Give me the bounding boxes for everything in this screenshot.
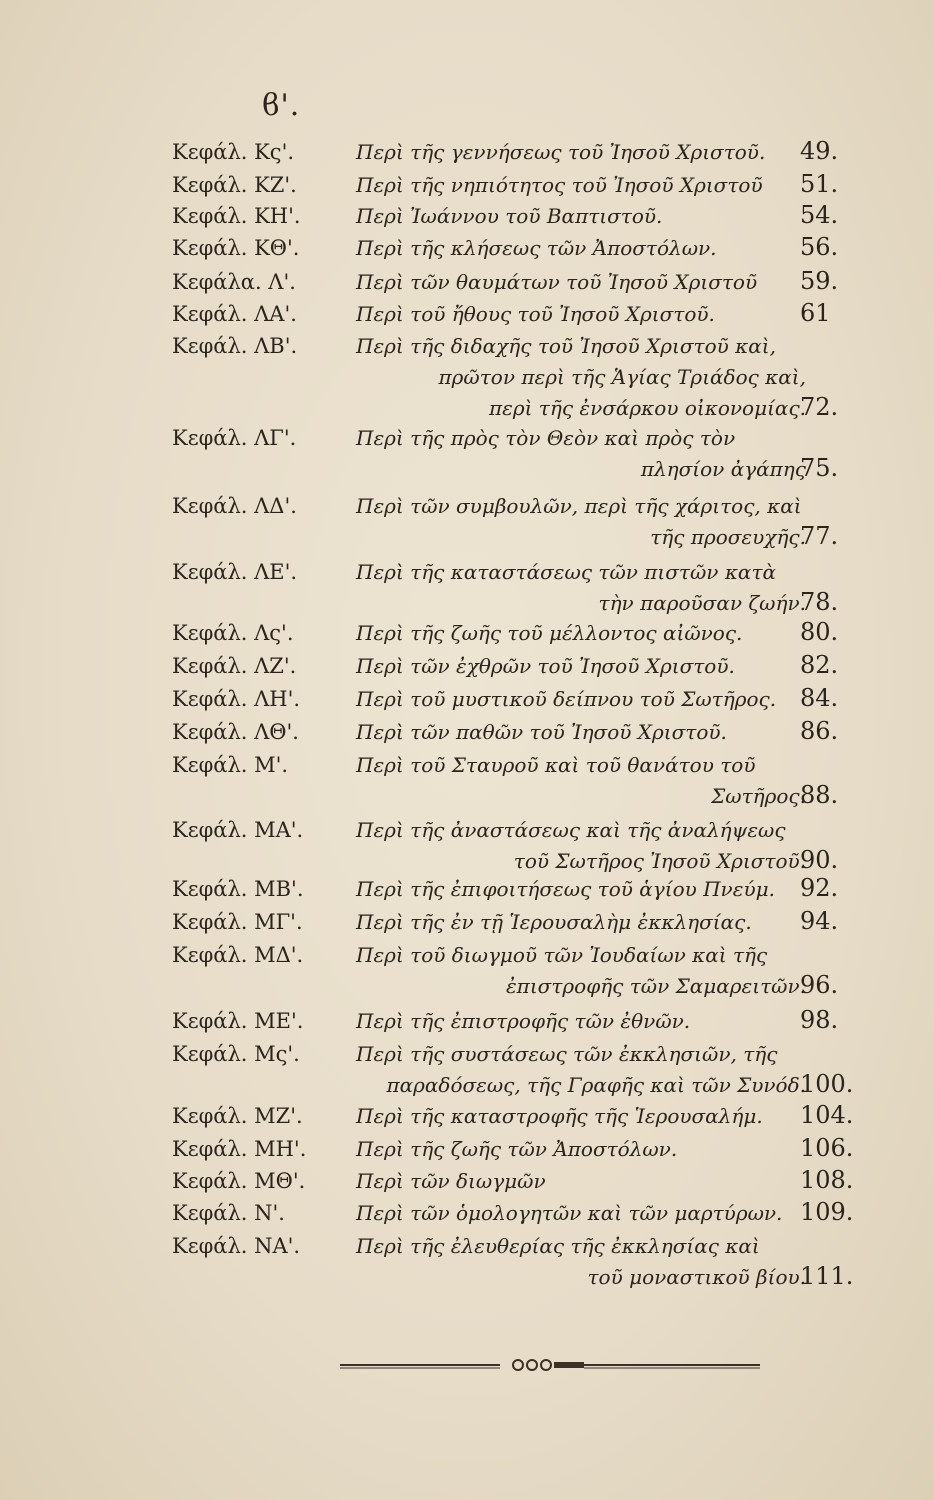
- chapter-label: Κεφάλ. ΝΑ'.: [172, 1234, 301, 1258]
- chapter-label: Κεφάλ. ΜΑ'.: [172, 818, 304, 842]
- chapter-title-line: Περὶ τοῦ Σταυροῦ καὶ τοῦ θανάτου τοῦ: [356, 753, 756, 777]
- chapter-title-line: Περὶ Ἰωάννου τοῦ Βαπτιστοῦ.: [356, 204, 663, 228]
- page-ref: 49.: [800, 137, 839, 165]
- chapter-title-line: Περὶ τῆς καταστάσεως τῶν πιστῶν κατὰ: [356, 560, 777, 584]
- chapter-title-line: ἐπιστροφῆς τῶν Σαμαρειτῶν.: [505, 974, 806, 998]
- chapter-title-line: τὴν παροῦσαν ζωήν.: [598, 591, 806, 615]
- page-number: ϐ'.: [262, 88, 301, 123]
- chapter-title-line: Περὶ τῶν ὁμολογητῶν καὶ τῶν μαρτύρων.: [356, 1201, 783, 1225]
- page-ref: 109.: [800, 1198, 854, 1226]
- chapter-label: Κεφάλ. ΜΓ'.: [172, 910, 303, 934]
- page-ref: 72.: [800, 393, 839, 421]
- page-ref: 100.: [800, 1070, 854, 1098]
- chapter-title-line: Περὶ τῆς πρὸς τὸν Θεὸν καὶ πρὸς τὸν: [356, 426, 736, 450]
- chapter-title-line: παραδόσεως, τῆς Γραφῆς καὶ τῶν Συνόδ.: [386, 1073, 806, 1097]
- chapter-label: Κεφάλ. ΜΖ'.: [172, 1104, 303, 1128]
- page-ref: 92.: [800, 874, 839, 902]
- page-ref: 106.: [800, 1134, 854, 1162]
- chapter-label: Κεφάλ. ΚΖ'.: [172, 173, 297, 197]
- chapter-title-line: Περὶ τῆς καταστροφῆς τῆς Ἱερουσαλήμ.: [356, 1104, 763, 1128]
- chapter-title-line: Περὶ τῆς ἐν τῇ Ἱερουσαλὴμ ἐκκλησίας.: [356, 910, 752, 934]
- chapter-title-line: τῆς προσευχῆς.: [650, 525, 806, 549]
- page-ref: 96.: [800, 971, 839, 999]
- chapter-label: Κεφάλ. ΜΒ'.: [172, 877, 304, 901]
- page-ref: 88.: [800, 781, 839, 809]
- page-ref: 98.: [800, 1006, 839, 1034]
- page-ref: 84.: [800, 684, 839, 712]
- chapter-label: Κεφάλ. ΚΘ'.: [172, 236, 300, 260]
- chapter-title-line: τοῦ μοναστικοῦ βίου.: [587, 1265, 806, 1289]
- page-ref: 94.: [800, 907, 839, 935]
- chapter-title-line: Περὶ τῆς ζωῆς τῶν Ἀποστόλων.: [356, 1137, 678, 1161]
- page-ref: 78.: [800, 588, 839, 616]
- page-ref: 77.: [800, 522, 839, 550]
- page-ref: 86.: [800, 717, 839, 745]
- chapter-title-line: Περὶ τῆς ἐλευθερίας τῆς ἐκκλησίας καὶ: [356, 1234, 760, 1258]
- chapter-title-line: πλησίον ἀγάπης: [640, 457, 806, 481]
- chapter-label: Κεφάλ. Λς'.: [172, 621, 294, 645]
- chapter-title-line: Περὶ τῆς διδαχῆς τοῦ Ἰησοῦ Χριστοῦ καὶ,: [356, 334, 776, 358]
- chapter-label: Κεφάλ. Κς'.: [172, 140, 295, 164]
- chapter-label: Κεφάλα. Λ'.: [172, 270, 296, 294]
- chapter-label: Κεφάλ. ΛΕ'.: [172, 560, 298, 584]
- chapter-title-line: Περὶ τῆς γεννήσεως τοῦ Ἰησοῦ Χριστοῦ.: [356, 140, 766, 164]
- chapter-label: Κεφάλ. ΚΗ'.: [172, 204, 301, 228]
- page-ref: 54.: [800, 201, 839, 229]
- chapter-label: Κεφάλ. Μ'.: [172, 753, 289, 777]
- page-ref: 111.: [800, 1262, 854, 1290]
- chapter-label: Κεφάλ. ΜΗ'.: [172, 1137, 307, 1161]
- page-ref: 59.: [800, 267, 839, 295]
- chapter-label: Κεφάλ. ΛΘ'.: [172, 720, 299, 744]
- chapter-label: Κεφάλ. Ν'.: [172, 1201, 285, 1225]
- chapter-title-line: Περὶ τῆς κλήσεως τῶν Ἀποστόλων.: [356, 236, 717, 260]
- page-ref: 51.: [800, 170, 839, 198]
- page-ref: 108.: [800, 1166, 854, 1194]
- chapter-label: Κεφάλ. ΛΗ'.: [172, 687, 301, 711]
- chapter-title-line: τοῦ Σωτῆρος Ἰησοῦ Χριστοῦ.: [513, 849, 806, 873]
- chapter-label: Κεφάλ. ΛΒ'.: [172, 334, 298, 358]
- chapter-title-line: Περὶ τῶν θαυμάτων τοῦ Ἰησοῦ Χριστοῦ: [356, 270, 758, 294]
- chapter-label: Κεφάλ. ΜΔ'.: [172, 943, 304, 967]
- chapter-label: Κεφάλ. ΜΕ'.: [172, 1009, 304, 1033]
- chapter-title-line: Περὶ τῶν παθῶν τοῦ Ἰησοῦ Χριστοῦ.: [356, 720, 727, 744]
- chapter-title-line: Περὶ τῆς ἀναστάσεως καὶ τῆς ἀναλήψεως: [356, 818, 786, 842]
- page-ref: 82.: [800, 651, 839, 679]
- chapter-title-line: πρῶτον περὶ τῆς Ἁγίας Τριάδος καὶ,: [438, 365, 806, 389]
- chapter-title-line: Περὶ τοῦ ἤθους τοῦ Ἰησοῦ Χριστοῦ.: [356, 302, 715, 326]
- chapter-title-line: Σωτῆρος.: [711, 784, 806, 808]
- chapter-title-line: Περὶ τοῦ διωγμοῦ τῶν Ἰουδαίων καὶ τῆς: [356, 943, 768, 967]
- page-ref: 90.: [800, 846, 839, 874]
- chapter-title-line: Περὶ τῆς ζωῆς τοῦ μέλλοντος αἰῶνος.: [356, 621, 743, 645]
- chapter-label: Κεφάλ. ΛΓ'.: [172, 426, 297, 450]
- chapter-title-line: Περὶ τῆς νηπιότητος τοῦ Ἰησοῦ Χριστοῦ: [356, 173, 763, 197]
- chapter-title-line: Περὶ τῆς ἐπιστροφῆς τῶν ἐθνῶν.: [356, 1009, 691, 1033]
- chapter-title-line: Περὶ τῶν διωγμῶν: [356, 1169, 546, 1193]
- chapter-title-line: Περὶ τῶν συμβουλῶν, περὶ τῆς χάριτος, καὶ: [356, 494, 802, 518]
- page-ref: 56.: [800, 233, 839, 261]
- chapter-title-line: περὶ τῆς ἐνσάρκου οἰκονομίας.: [488, 396, 806, 420]
- page-ref: 75.: [800, 454, 839, 482]
- chapter-title-line: Περὶ τῆς ἐπιφοιτήσεως τοῦ ἁγίου Πνεύμ.: [356, 877, 775, 901]
- chapter-label: Κεφάλ. ΜΘ'.: [172, 1169, 306, 1193]
- chapter-label: Κεφάλ. ΛΔ'.: [172, 494, 297, 518]
- ornamental-rule: [340, 1358, 760, 1372]
- chapter-label: Κεφάλ. Μς'.: [172, 1042, 300, 1066]
- page-ref: 61: [800, 299, 831, 327]
- page-ref: 80.: [800, 618, 839, 646]
- page-ref: 104.: [800, 1101, 854, 1129]
- chapter-title-line: Περὶ τῶν ἐχθρῶν τοῦ Ἰησοῦ Χριστοῦ.: [356, 654, 735, 678]
- chapter-title-line: Περὶ τοῦ μυστικοῦ δείπνου τοῦ Σωτῆρος.: [356, 687, 777, 711]
- chapter-label: Κεφάλ. ΛΑ'.: [172, 302, 297, 326]
- chapter-label: Κεφάλ. ΛΖ'.: [172, 654, 297, 678]
- chapter-title-line: Περὶ τῆς συστάσεως τῶν ἐκκλησιῶν, τῆς: [356, 1042, 778, 1066]
